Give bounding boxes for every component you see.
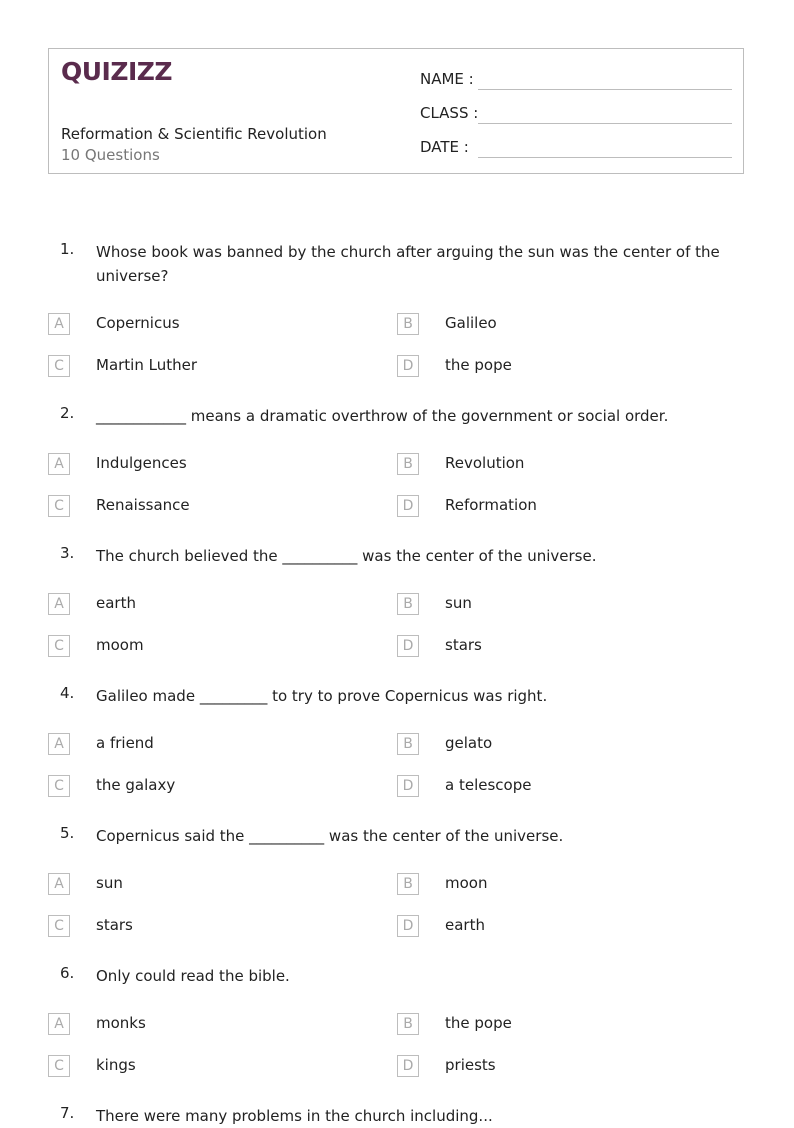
option-text: Reformation xyxy=(445,496,537,514)
quizizz-logo: QUIZIZZ xyxy=(61,57,173,86)
option-text: kings xyxy=(96,1056,136,1074)
question-number: 6. xyxy=(60,964,75,982)
question-count: 10 Questions xyxy=(61,146,160,164)
option-text: earth xyxy=(96,594,136,612)
option-text: stars xyxy=(445,636,482,654)
question-number: 2. xyxy=(60,404,75,422)
question-number: 7. xyxy=(60,1104,75,1122)
question-text: ____________ means a dramatic overthrow of the government or social order. xyxy=(96,407,669,425)
option-letter-box: A xyxy=(48,873,70,895)
option-letter-box: C xyxy=(48,495,70,517)
worksheet-title: Reformation & Scientific Revolution xyxy=(61,125,327,143)
worksheet-header xyxy=(48,48,744,174)
question-text: There were many problems in the church including... xyxy=(96,1107,493,1125)
option-text: Copernicus xyxy=(96,314,180,332)
option-text: sun xyxy=(445,594,472,612)
date-line[interactable] xyxy=(478,157,732,158)
option-text: a friend xyxy=(96,734,154,752)
option-text: Revolution xyxy=(445,454,525,472)
date-label: DATE : xyxy=(420,138,469,156)
option-letter-box: B xyxy=(397,313,419,335)
class-line[interactable] xyxy=(478,123,732,124)
option-text: Galileo xyxy=(445,314,497,332)
question-text: Whose book was banned by the church after arguing the sun was the center of the universe? xyxy=(96,243,720,285)
name-label: NAME : xyxy=(420,70,474,88)
class-label: CLASS : xyxy=(420,104,479,122)
date-field[interactable] xyxy=(420,134,732,158)
option-letter-box: A xyxy=(48,593,70,615)
option-letter-box: D xyxy=(397,915,419,937)
option-text: the pope xyxy=(445,1014,512,1032)
option-letter-box: B xyxy=(397,593,419,615)
question-number: 5. xyxy=(60,824,75,842)
option-text: the pope xyxy=(445,356,512,374)
option-text: stars xyxy=(96,916,133,934)
option-letter-box: A xyxy=(48,453,70,475)
option-letter-box: C xyxy=(48,915,70,937)
option-letter-box: A xyxy=(48,313,70,335)
name-field[interactable] xyxy=(420,66,732,90)
option-text: priests xyxy=(445,1056,496,1074)
option-text: the galaxy xyxy=(96,776,176,794)
question-number: 1. xyxy=(60,240,75,258)
option-letter-box: C xyxy=(48,635,70,657)
option-letter-box: D xyxy=(397,775,419,797)
option-text: moon xyxy=(445,874,488,892)
name-line[interactable] xyxy=(478,89,732,90)
option-letter-box: B xyxy=(397,1013,419,1035)
option-text: Renaissance xyxy=(96,496,190,514)
question-number: 3. xyxy=(60,544,75,562)
option-text: monks xyxy=(96,1014,146,1032)
question-text: The church believed the __________ was the center of the universe. xyxy=(96,547,597,565)
option-letter-box: D xyxy=(397,495,419,517)
option-text: earth xyxy=(445,916,485,934)
option-text: Martin Luther xyxy=(96,356,198,374)
option-text: moom xyxy=(96,636,144,654)
option-letter-box: C xyxy=(48,355,70,377)
option-text: sun xyxy=(96,874,123,892)
question-text: Only could read the bible. xyxy=(96,967,290,985)
option-letter-box: B xyxy=(397,453,419,475)
option-letter-box: B xyxy=(397,733,419,755)
option-letter-box: C xyxy=(48,775,70,797)
option-letter-box: D xyxy=(397,1055,419,1077)
question-text: Copernicus said the __________ was the center of the universe. xyxy=(96,827,564,845)
option-text: a telescope xyxy=(445,776,532,794)
option-letter-box: D xyxy=(397,355,419,377)
option-letter-box: B xyxy=(397,873,419,895)
option-letter-box: D xyxy=(397,635,419,657)
option-letter-box: A xyxy=(48,733,70,755)
option-letter-box: C xyxy=(48,1055,70,1077)
option-letter-box: A xyxy=(48,1013,70,1035)
question-number: 4. xyxy=(60,684,75,702)
class-field[interactable] xyxy=(420,100,732,124)
option-text: gelato xyxy=(445,734,493,752)
option-text: Indulgences xyxy=(96,454,187,472)
question-text: Galileo made _________ to try to prove Copernicus was right. xyxy=(96,687,548,705)
